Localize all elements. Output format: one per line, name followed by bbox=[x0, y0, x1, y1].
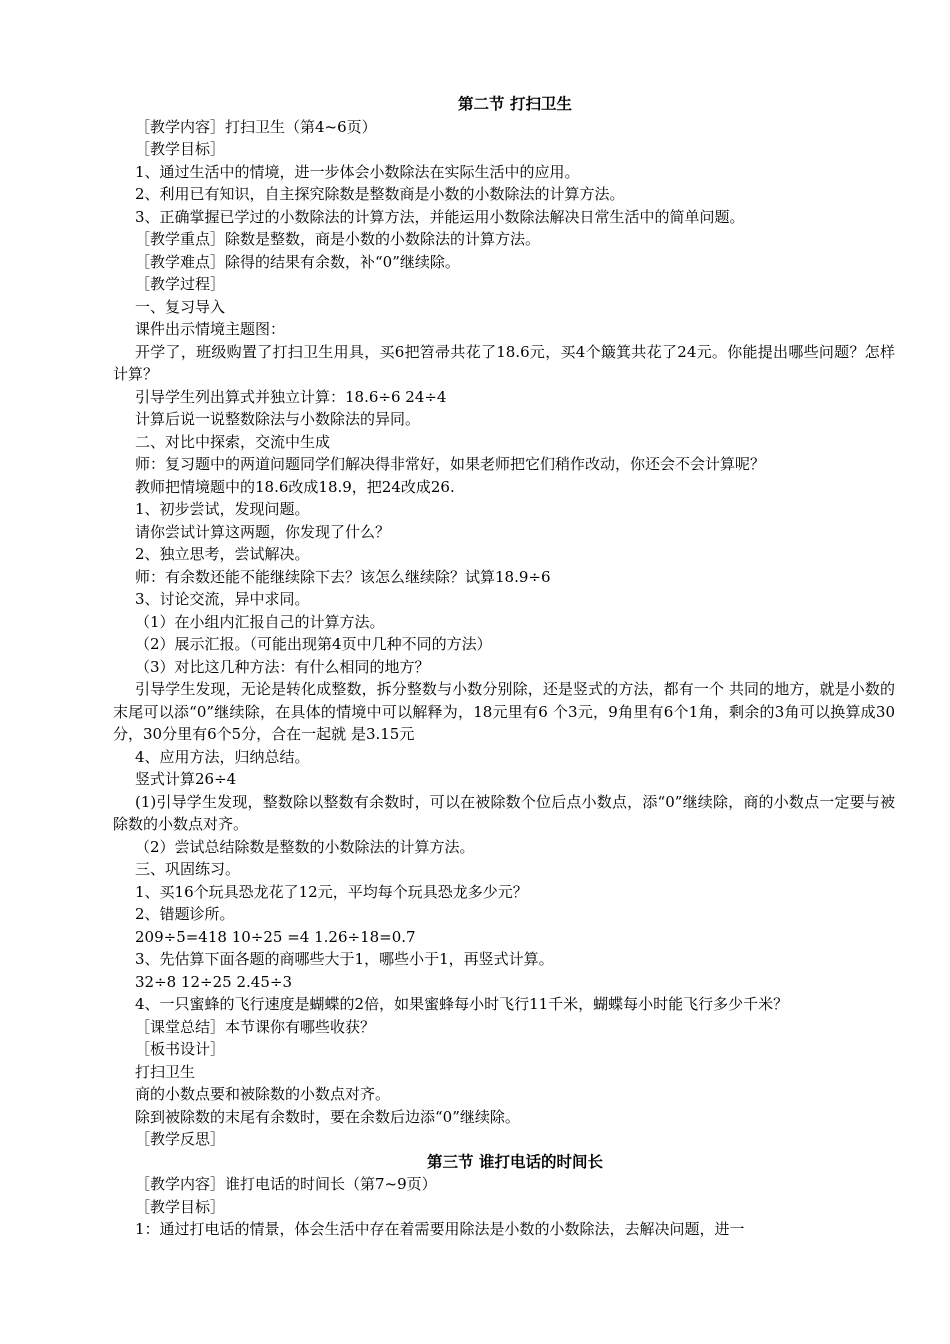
paragraph: 开学了，班级购置了打扫卫生用具，买6把笤帚共花了18.6元，买4个簸箕共花了24元。你能提出哪些问题？怎样计算？ bbox=[113, 342, 895, 383]
exercise-item: 4、一只蜜蜂的飞行速度是蝴蝶的2倍，如果蜜蜂每小时飞行11千米，蝴蝶每小时能飞行多少千米？ bbox=[135, 995, 789, 1013]
paragraph: 请你尝试计算这两题，你发现了什么？ bbox=[135, 522, 391, 541]
sub-step: 4、应用方法，归纳总结。 bbox=[135, 747, 310, 766]
goal-item: 1：通过打电话的情景，体会生活中存在着需要用除法是小数的小数除法，去解决问题，进一 bbox=[135, 1220, 745, 1238]
board-design-line: 除到被除数的末尾有余数时，要在余数后边添“0”继续除。 bbox=[135, 1107, 520, 1126]
board-design-heading: ［板书设计］ bbox=[135, 1040, 226, 1058]
board-design-line: 商的小数点要和被除数的小数点对齐。 bbox=[135, 1085, 391, 1103]
paragraph: 课件出示情境主题图： bbox=[135, 320, 286, 338]
section-title: 第二节 打扫卫生 bbox=[458, 95, 572, 113]
exercise-item: 3、先估算下面各题的商哪些大于1，哪些小于1，再竖式计算。 bbox=[135, 950, 554, 968]
paragraph: 师：有余数还能不能继续除下去？该怎么继续除？试算18.9÷6 bbox=[135, 567, 551, 586]
paragraph: 计算后说一说整数除法与小数除法的异同。 bbox=[135, 410, 421, 428]
step-heading: 二、对比中探索，交流中生成 bbox=[135, 432, 331, 451]
paragraph: 引导学生列出算式并独立计算：18.6÷6 24÷4 bbox=[135, 387, 447, 406]
step-heading: 三、巩固练习。 bbox=[135, 860, 241, 878]
key-point-line: ［教学重点］除数是整数，商是小数的小数除法的计算方法。 bbox=[135, 230, 541, 248]
exercise-item: 1、买16个玩具恐龙花了12元，平均每个玩具恐龙多少元？ bbox=[135, 882, 528, 901]
exercise-item: 2、错题诊所。 bbox=[135, 905, 235, 923]
goal-item: 1、通过生活中的情境，进一步体会小数除法在实际生活中的应用。 bbox=[135, 162, 580, 181]
document-content bbox=[113, 93, 895, 1241]
teaching-content-line: ［教学内容］谁打电话的时间长（第7~9页） bbox=[135, 1175, 437, 1193]
goal-item: 2、利用已有知识，自主探究除数是整数商是小数的小数除法的计算方法。 bbox=[135, 185, 625, 203]
paragraph: 竖式计算26÷4 bbox=[135, 770, 237, 788]
teaching-content-line: ［教学内容］打扫卫生（第4~6页） bbox=[135, 117, 377, 136]
exercise-formula: 32÷8 12÷25 2.45÷3 bbox=[135, 972, 292, 991]
paragraph: 教师把情境题中的18.6改成18.9，把24改成26. bbox=[135, 477, 455, 496]
difficulty-line: ［教学难点］除得的结果有余数，补“0”继续除。 bbox=[135, 252, 460, 271]
sub-step: 1、初步尝试，发现问题。 bbox=[135, 500, 310, 518]
list-item: （2）展示汇报。（可能出现第4页中几种不同的方法） bbox=[135, 635, 492, 653]
step-heading: 一、复习导入 bbox=[135, 297, 226, 316]
teaching-goals-heading: ［教学目标］ bbox=[135, 1197, 226, 1216]
board-design-line: 打扫卫生 bbox=[135, 1062, 196, 1081]
process-heading: ［教学过程］ bbox=[135, 275, 226, 293]
sub-step: 3、讨论交流，异中求同。 bbox=[135, 590, 310, 608]
paragraph: 引导学生发现，无论是转化成整数，拆分整数与小数分别除，还是竖式的方法，都有一个 共同的地方，就是小数的末尾可以添“0”继续除，在具体的情境中可以解释为，18元里有6 个3元，9角里有6个1角，剩余的3角可以换算成30分，30分里有6个5分，合在一起就 是3.15元 bbox=[113, 680, 895, 743]
list-item: （3）对比这几种方法：有什么相同的地方？ bbox=[135, 657, 430, 676]
section-title: 第三节 谁打电话的时间长 bbox=[427, 1152, 603, 1171]
list-item: （2）尝试总结除数是整数的小数除法的计算方法。 bbox=[135, 837, 475, 856]
sub-step: 2、独立思考，尝试解决。 bbox=[135, 545, 310, 563]
reflection-heading: ［教学反思］ bbox=[135, 1130, 226, 1148]
exercise-formula: 209÷5=418 10÷25 =4 1.26÷18=0.7 bbox=[135, 927, 416, 946]
teaching-goals-heading: ［教学目标］ bbox=[135, 140, 226, 158]
paragraph: (1)引导学生发现，整数除以整数有余数时，可以在被除数个位后点小数点，添“0”继续除，商的小数点一定要与被除数的小数点对齐。 bbox=[113, 792, 895, 833]
goal-item: 3、正确掌握已学过的小数除法的计算方法，并能运用小数除法解决日常生活中的简单问题。 bbox=[135, 207, 745, 226]
summary-line: ［课堂总结］本节课你有哪些收获？ bbox=[135, 1017, 376, 1036]
paragraph: 师：复习题中的两道问题同学们解决得非常好，如果老师把它们稍作改动，你还会不会计算呢？ bbox=[135, 455, 766, 473]
list-item: （1）在小组内汇报自己的计算方法。 bbox=[135, 612, 385, 631]
